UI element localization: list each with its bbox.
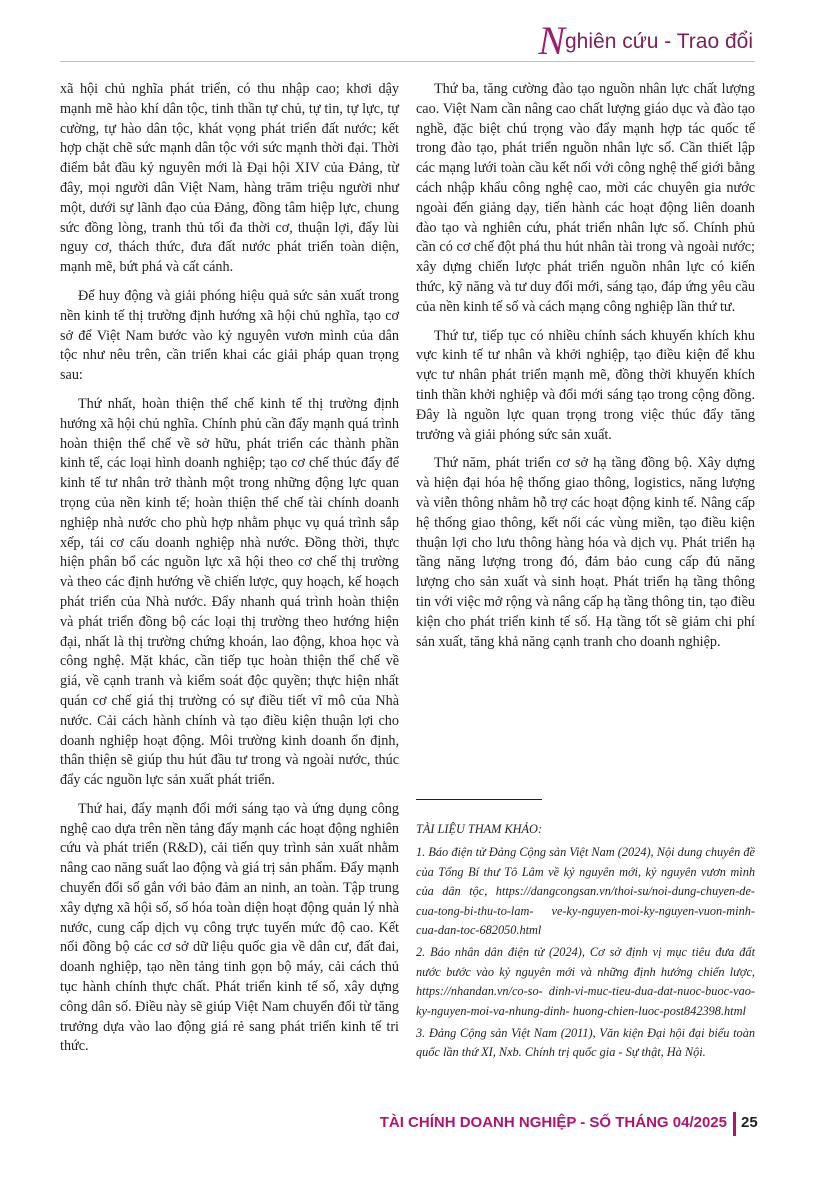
reference-item: 3. Đảng Cộng sản Việt Nam (2011), Văn kiện Đại hội đại biểu toàn quốc lần thứ XI, Nxb. Chính trị quốc gia - Sự thật, Hà Nội. xyxy=(416,1026,755,1060)
section-title-initial: N xyxy=(538,18,565,63)
body-paragraph: xã hội chủ nghĩa phát triển, có thu nhập cao; khơi dậy mạnh mẽ hào khí dân tộc, tinh thần tự chủ, tự tin, tự lực, tự cường, tự hào dân tộc, khát vọng phát triển đất nước; kết hợp chặt chẽ sức mạnh dân tộc với sức mạnh thời đại. Thời điểm bắt đầu kỷ nguyên mới là Đại hội XIV của Đảng, từ đây, mọi người dân Việt Nam, hàng trăm triệu người như một, dưới sự lãnh đạo của Đảng, đồng tâm hiệp lực, chung sức đồng lòng, tranh thủ tối đa thời cơ, thuận lợi, đẩy lùi nguy cơ, thách thức, đưa đất nước phát triển toàn diện, mạnh mẽ, bứt phá và cất cánh. xyxy=(60,81,399,276)
right-column xyxy=(416,80,755,661)
reference-item: 2. Báo nhân dân điện tử (2024), Cơ sở định vị mục tiêu đưa đất nước bước vào kỷ nguyên mới và những định hướng chiến lược, https://nhandan.vn/co-so- dinh-vi-muc-tieu-dua-dat-nuoc-buoc-vao-ky-nguyen-moi-va-nhung-dinh- huong-chien-luoc-post842398.html xyxy=(416,945,755,1018)
section-title-rest: ghiên cứu - Trao đổi xyxy=(565,30,753,53)
body-paragraph: Thứ hai, đẩy mạnh đổi mới sáng tạo và ứng dụng công nghệ cao dựa trên nền tảng đẩy mạnh các hoạt động nghiên cứu và phát triển (R&D), cải tiến quy trình sản xuất nhằm nâng cao năng suất lao động và giá trị sản phẩm. Đẩy mạnh chuyển đổi số gắn với bảo đảm an ninh, an toàn. Tập trung xây dựng xã hội số, số hóa toàn diện hoạt động quản lý nhà nước, cung cấp dịch vụ công trực tuyến mức độ cao. Kết nối đồng bộ các cơ sở dữ liệu quốc gia về dân cư, đất đai, doanh nghiệp, tạo nền tảng tinh gọn bộ máy, cải cách thủ tục hành chính thực chất. Phát triển kinh tế số, xây dựng công dân số. Điều này sẽ giúp Việt Nam chuyển đổi từ tăng trưởng dựa vào lao động giá rẻ sang phát triển kinh tế tri thức. xyxy=(60,800,399,1055)
body-paragraph: Thứ tư, tiếp tục có nhiều chính sách khuyến khích khu vực kinh tế tư nhân và khởi nghiệp, tạo điều kiện để khu vực tư nhân phát triển mạnh mẽ, đồng thời khuyến khích tinh thần khởi nghiệp và đổi mới sáng tạo trong cộng đồng. Đây là nguồn lực quan trọng trong việc thúc đẩy tăng trưởng và giải phóng sức sản xuất. xyxy=(416,327,755,443)
references xyxy=(416,820,755,1066)
page-number: 25 xyxy=(741,1114,758,1131)
body-paragraph: Để huy động và giải phóng hiệu quả sức sản xuất trong nền kinh tế thị trường định hướng xã hội chủ nghĩa, tạo cơ sở để Việt Nam bước vào kỷ nguyên vươn mình của dân tộc như nêu trên, cần triển khai các giải pháp quan trọng sau: xyxy=(60,287,399,384)
left-column xyxy=(60,80,399,1066)
references-divider xyxy=(416,799,542,800)
body-paragraph: Thứ ba, tăng cường đào tạo nguồn nhân lực chất lượng cao. Việt Nam cần nâng cao chất lượng giáo dục và đào tạo nghề, đặc biệt chú trọng vào đẩy mạnh hợp tác quốc tế trong đào tạo, phát triển nguồn nhân lực số. Cần thiết lập các mạng lưới toàn cầu kết nối với công nghệ thế giới bằng cách nhập khẩu công nghệ cao, mời các chuyên gia nước ngoài đến giảng dạy, tiến hành các hoạt động liên doanh đào tạo và nghiên cứu, phát triển nhân lực số. Chính phủ cần có cơ chế đột phá thu hút nhân tài trong và ngoài nước; xây dựng chiến lược phát triển nguồn nhân lực có kiến thức, kỹ năng và tư duy đổi mới, sáng tạo, đáp ứng yêu cầu của nền kinh tế số và cách mạng công nghiệp lần thứ tư. xyxy=(416,81,755,315)
footer-publication: TÀI CHÍNH DOANH NGHIỆP - SỐ THÁNG 04/2025 xyxy=(379,1114,727,1131)
page-footer xyxy=(0,1112,815,1136)
body-paragraph: Thứ nhất, hoàn thiện thể chế kinh tế thị trường định hướng xã hội chủ nghĩa. Chính phủ cần đẩy mạnh quá trình hoàn thiện thể chế về sở hữu, phát triển các thành phần kinh tế, các loại hình doanh nghiệp; tạo cơ chế thúc đẩy để kinh tế tư nhân trở thành một trong những động lực quan trọng của nền kinh tế; hoàn thiện thể chế tài chính doanh nghiệp nhà nước cho phù hợp nhằm phục vụ quá trình sắp xếp, tái cơ cấu doanh nghiệp nhà nước. Đồng thời, thực hiện phân bổ các nguồn lực xã hội theo cơ chế thị trường và theo các định hướng về chiến lược, quy hoạch, kế hoạch phát triển của Nhà nước. Đẩy nhanh quá trình hoàn thiện và phát triển đồng bộ các loại thị trường theo hướng hiện đại, nhất là thị trường chứng khoán, lao động, khoa học và công nghệ. Mặt khác, cần tiếp tục hoàn thiện thể chế về giá, về cạnh tranh và kiểm soát độc quyền; thực hiện nhất quán cơ chế giá thị trường có sự điều tiết vĩ mô của Nhà nước. Cải cách hành chính và tạo điều kiện thuận lợi cho doanh nghiệp hoạt động. Môi trường kinh doanh ổn định, thân thiện sẽ giúp thu hút đầu tư trong và ngoài nước, thúc đẩy các nguồn lực sản xuất phát triển. xyxy=(60,395,399,789)
footer-divider xyxy=(733,1112,736,1136)
reference-item: 1. Báo điện tử Đảng Cộng sản Việt Nam (2024), Nội dung chuyên đề của Tổng Bí thư Tô Lâm về kỷ nguyên mới, kỷ nguyên vươn mình của dân tộc, https://dangcongsan.vn/thoi-su/noi-dung-chuyen-de-cua-tong-bi-thu-to-lam- ve-ky-nguyen-moi-ky-nguyen-vuon-minh-cua-dan-toc-682050.html xyxy=(416,845,755,938)
header-rule xyxy=(60,61,755,62)
body-paragraph: Thứ năm, phát triển cơ sở hạ tầng đồng bộ. Xây dựng và hiện đại hóa hệ thống giao thông, logistics, năng lượng và viễn thông nhằm hỗ trợ các hoạt động kinh tế. Nâng cấp hệ thống giao thông, kết nối các vùng miền, tạo điều kiện thuận lợi cho lưu thông hàng hóa và dịch vụ. Phát triển hạ tầng năng lượng trong đó, đảm bảo cung cấp đủ năng lượng cho sản xuất và sinh hoạt. Phát triển hạ tầng thông tin với việc mở rộng và nâng cấp hạ tầng thông tin, tạo điều kiện cho phát triển kinh tế số. Hạ tầng tốt sẽ giảm chi phí sản xuất, tăng khả năng cạnh tranh cho doanh nghiệp. xyxy=(416,455,755,650)
page-header xyxy=(0,20,815,70)
section-title xyxy=(530,18,753,63)
references-heading: TÀI LIỆU THAM KHẢO: xyxy=(416,822,543,836)
